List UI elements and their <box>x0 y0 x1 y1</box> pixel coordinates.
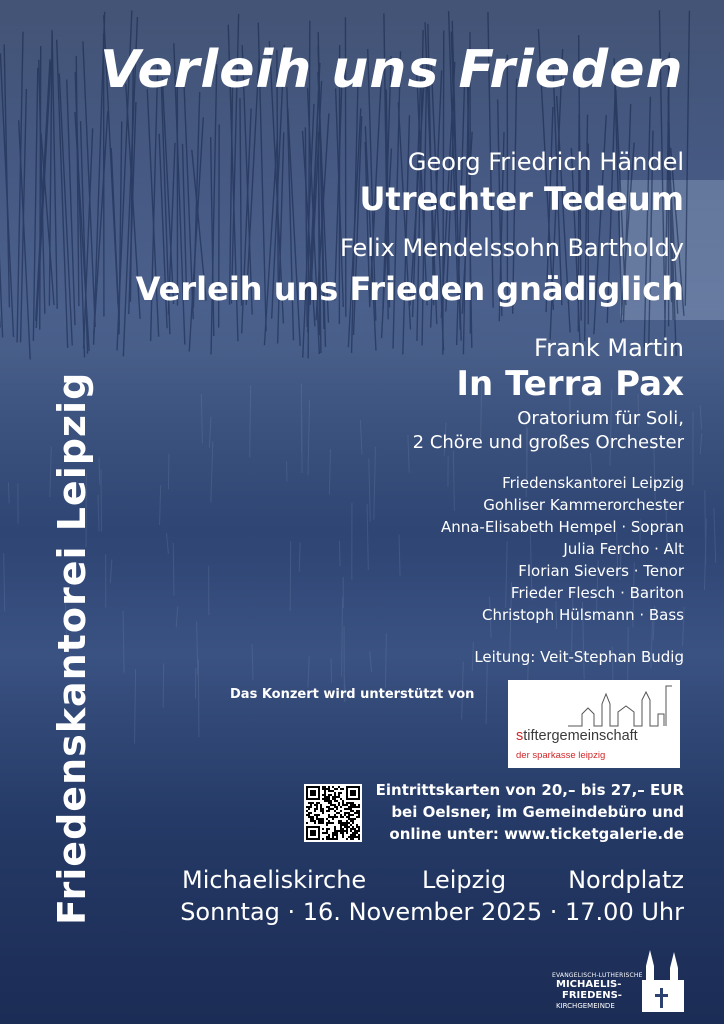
performer-bass: Christoph Hülsmann · Bass <box>482 606 684 624</box>
vertical-choir-title: Friedenskantorei Leipzig <box>50 371 94 925</box>
work-subtitle-line-1: Oratorium für Soli, <box>517 408 684 429</box>
work-subtitle-line-2: 2 Chöre und großes Orchester <box>412 432 684 453</box>
conductor: Leitung: Veit-Stephan Budig <box>474 648 684 666</box>
performer-tenor: Florian Sievers · Tenor <box>518 562 684 580</box>
qr-code-icon <box>304 784 362 842</box>
church-logo <box>552 944 692 1014</box>
location-place: Nordplatz <box>568 866 684 894</box>
performer-orchestra: Gohliser Kammerorchester <box>483 496 684 514</box>
performer-alto: Julia Fercho · Alt <box>563 540 684 558</box>
church-towers-icon <box>640 944 686 1012</box>
composer-mendelssohn: Felix Mendelssohn Bartholdy <box>340 234 684 262</box>
work-in-terra-pax: In Terra Pax <box>456 364 684 404</box>
performer-baritone: Frieder Flesch · Bariton <box>510 584 684 602</box>
composer-martin: Frank Martin <box>534 334 684 362</box>
ticket-line-2: bei Oelsner, im Gemeindebüro und <box>391 803 684 821</box>
ticket-line-3: online unter: www.ticketgalerie.de <box>389 825 684 843</box>
location-city: Leipzig <box>422 866 507 894</box>
church-logo-line-3: FRIEDENS- <box>562 990 622 1001</box>
sponsor-name: stiftergemeinschaft <box>516 728 638 744</box>
performer-choir: Friedenskantorei Leipzig <box>502 474 684 492</box>
sponsor-text: Das Konzert wird unterstützt von <box>230 687 475 702</box>
poster-title: Verleih uns Frieden <box>100 40 684 100</box>
church-logo-line-1: EVANGELISCH-LUTHERISCHE <box>552 972 643 979</box>
concert-date: Sonntag · 16. November 2025 · 17.00 Uhr <box>180 898 684 926</box>
sponsor-logo <box>508 680 680 768</box>
location-church: Michaeliskirche <box>182 866 367 894</box>
ticket-line-1: Eintrittskarten von 20,– bis 27,– EUR <box>375 781 684 799</box>
skyline-icon <box>568 684 676 728</box>
work-verleih-uns-frieden: Verleih uns Frieden gnädiglich <box>135 270 684 308</box>
church-logo-line-2: MICHAELIS- <box>556 979 622 990</box>
work-utrechter-tedeum: Utrechter Tedeum <box>359 180 684 218</box>
performer-soprano: Anna-Elisabeth Hempel · Sopran <box>440 518 684 536</box>
church-logo-line-4: KIRCHGEMEINDE <box>556 1002 615 1010</box>
sponsor-subtitle: der sparkasse leipzig <box>516 750 606 761</box>
composer-handel: Georg Friedrich Händel <box>407 148 684 176</box>
